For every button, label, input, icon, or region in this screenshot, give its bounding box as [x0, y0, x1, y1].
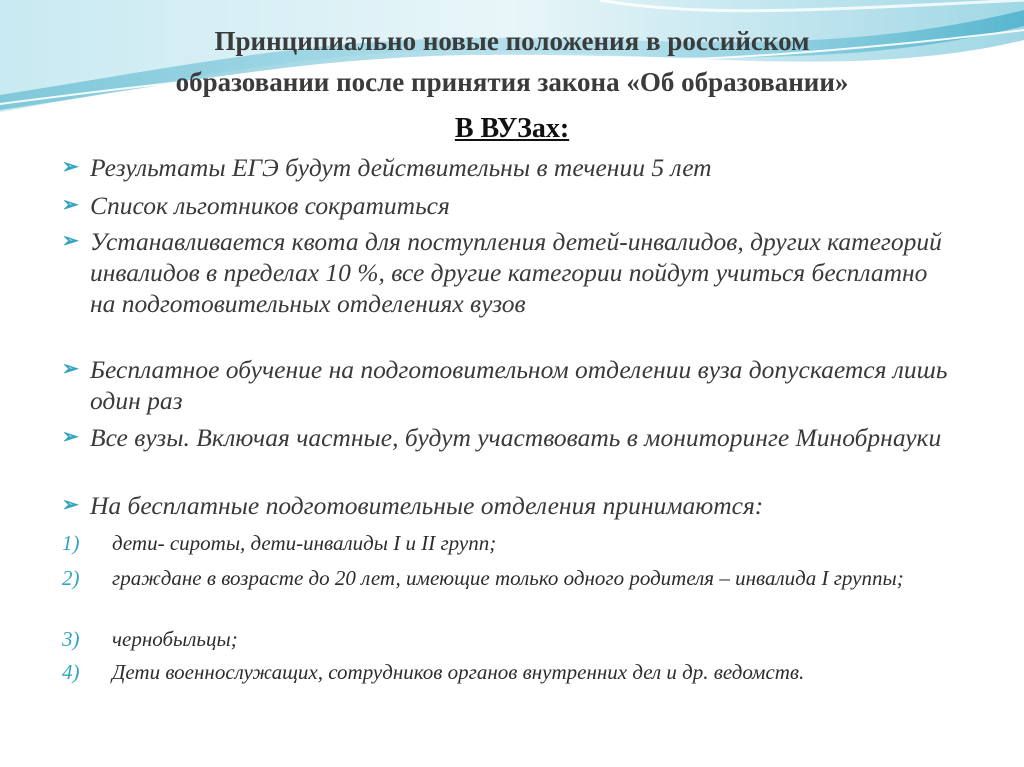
item-text: чернобыльцы;	[112, 627, 238, 651]
item-number: 1)	[62, 531, 80, 555]
bullet-text: Список льготников сократиться	[90, 191, 450, 220]
item-text: граждане в возрасте до 20 лет, имеющие только одного родителя – инвалида I группы;	[112, 566, 904, 590]
slide-title-line-1: Принципиально новые положения в российском	[214, 26, 810, 56]
item-text: дети- сироты, дети-инвалиды I и II групп;	[112, 531, 497, 555]
bullet-text: Бесплатное обучение на подготовительном отделении вуза допускается лишь один раз	[90, 355, 948, 415]
numbered-item	[62, 564, 962, 592]
bullet-text: Устанавливается квота для поступления детей-инвалидов, других категорий инвалидов в пределах 10 %, все другие категории пойдут учиться бесплатно на подготовительных отделениях вузов	[90, 227, 942, 318]
numbered-item	[62, 658, 962, 686]
item-number: 3)	[62, 627, 80, 651]
arrow-bullet-icon: ➢	[62, 494, 79, 516]
arrow-bullet-icon: ➢	[62, 358, 79, 380]
numbered-item	[62, 529, 962, 557]
arrow-bullet-icon: ➢	[62, 230, 79, 252]
numbered-item	[62, 625, 962, 653]
bullet-text: На бесплатные подготовительные отделения принимаются:	[90, 491, 764, 520]
item-text: Дети военнослужащих, сотрудников органов внутренних дел и др. ведомств.	[112, 660, 805, 684]
arrow-bullet-icon: ➢	[62, 426, 79, 448]
bullet-item	[62, 354, 952, 416]
item-number: 4)	[62, 660, 80, 684]
item-number: 2)	[62, 566, 80, 590]
bullet-item	[62, 422, 952, 453]
slide-title-line-2: образовании после принятия закона «Об образовании»	[175, 67, 849, 97]
bullet-text: Все вузы. Включая частные, будут участвовать в мониторинге Минобрнауки	[90, 423, 942, 452]
bullet-item	[62, 190, 952, 221]
bullet-item	[62, 490, 952, 521]
section-heading: В ВУЗах:	[454, 113, 570, 144]
arrow-bullet-icon: ➢	[62, 156, 79, 178]
bullet-text: Результаты ЕГЭ будут действительны в течении 5 лет	[90, 153, 712, 182]
arrow-bullet-icon: ➢	[62, 194, 79, 216]
bullet-item	[62, 226, 952, 319]
bullet-item	[62, 152, 952, 183]
